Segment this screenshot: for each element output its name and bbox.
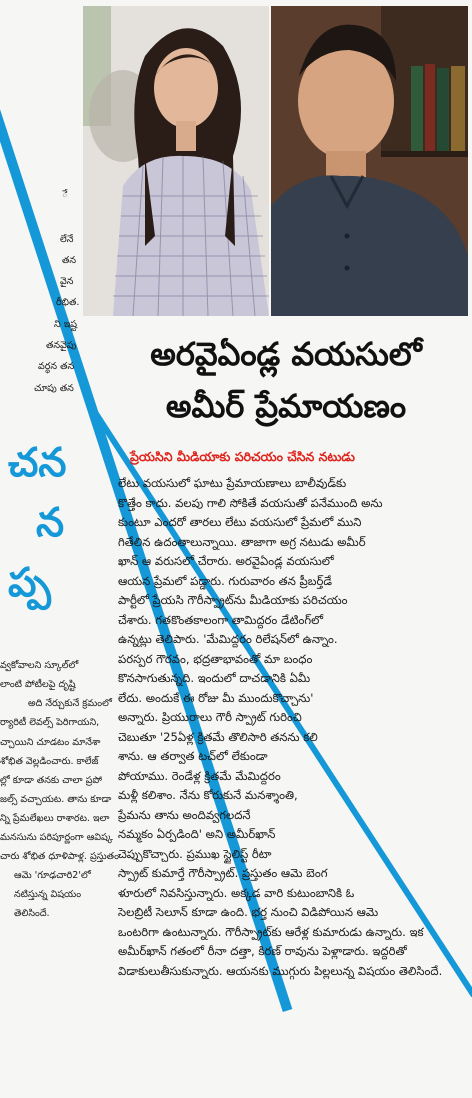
neighbour-text-fragment: ఆమె 'గూఢచారి2'లో <box>14 870 91 881</box>
neighbour-article-blue-headline <box>0 420 102 630</box>
neighbour-text-fragment: చూపు తన <box>34 383 74 394</box>
body-line: ఉన్నట్లు తెలిపారు. 'మేమిద్దరం రిలేషన్‌లో ఉన్నాం. <box>118 632 338 646</box>
body-line: శాను. ఆ తర్వాత టచ్‌లో లేకుండా <box>118 749 268 763</box>
neighbour-text-fragment: నటిస్తున్న విషయం <box>14 889 82 900</box>
neighbour-text-fragment: మనసును పరిపూర్ణంగా ఆవిష్క <box>0 832 113 843</box>
body-line: గితేలిన ఉదంతాలున్నాయి. తాజాగా అగ్ర నటుడు అమీర్ <box>118 534 366 549</box>
body-line: పరస్పర గౌరవం, భద్రతాభావంతో మా బంధం <box>118 651 313 666</box>
neighbour-text-fragment: చ్చాయిని చూడటం మానేశా <box>0 737 101 748</box>
headline-line-1: అరవైఏండ్ల వయసులో <box>150 335 422 373</box>
body-line: పోయాము. రెండేళ్ల క్రితమే మేమిద్దరం <box>118 768 281 783</box>
body-line: చెప్పుకొచ్చారు. ప్రముఖ స్టైలిస్ట్ రీటా <box>118 846 272 861</box>
photo-woman <box>83 6 269 316</box>
body-line: ఖాన్ ఆ వరుసలో చేరారు. అరవైఏండ్ల వయసులో <box>118 554 334 568</box>
neighbour-text-fragment: రీభిత. <box>56 297 80 308</box>
neighbour-text-fragment: లేనే <box>60 234 74 245</box>
neighbour-text-fragment: ే <box>62 189 68 200</box>
headline-line-2: అమీర్ ప్రేమాయణం <box>165 387 407 425</box>
neighbour-headline-fragment: చన <box>8 440 67 486</box>
body-line: కుంటూ ఎందరో తారలు లేటు వయసులో ప్రేమలో ముని <box>118 515 362 529</box>
neighbour-text-fragment: లాంటి పోటీలపై దృష్టి <box>0 679 76 690</box>
body-line: మళ్లీ కలిశాం. నేను కోరుకునే మనశ్శాంతి, <box>118 788 298 802</box>
body-line: ళూరులో నివసిస్తున్నారు. అక్కడ వారి కుటుంబానికి ఓ <box>118 885 355 900</box>
neighbour-article-top-text <box>0 0 82 430</box>
body-line: కొత్తేం కాదు. వలపు గాలి సోకితే వయసుతో పనేముంది అను <box>118 495 383 510</box>
body-line: అన్నారు. ప్రియురాలు గౌరీ స్ప్రాట్ గురించి <box>118 710 302 724</box>
body-line: లేదు. అందుకే ఈ రోజు మీ ముందుకొచ్చాను' <box>118 690 314 705</box>
neighbour-text-fragment: న్ని ప్రేమలేఖలు రాశారట. ఇలా <box>0 813 110 824</box>
neighbour-text-fragment: ని ఇష్ట <box>54 319 78 330</box>
neighbour-text-fragment: ర్యారిటీ లెవల్స్ పెరిగాయని, <box>0 717 100 728</box>
body-line: లేటు వయసులో ఘాటు ప్రేమాయణాలు బాలీవుడ్‌కు <box>118 476 347 490</box>
neighbour-headline-fragment: న <box>36 500 65 546</box>
neighbour-text-fragment: వ్వకోవాలని స్కూల్‌లో <box>0 660 79 671</box>
body-line: కొనసాగుతున్నది. ఇందులో దాచడానికి ఏమీ <box>118 671 311 685</box>
article-body <box>118 474 468 981</box>
body-line: పార్టీలో ప్రేయసి గౌరీస్ప్రాట్‌ను మీడియాకు పరిచయం <box>118 593 348 607</box>
body-line: విడాకులుతీసుకున్నారు. ఆయనకు ముగ్గురు పిల్లలున్న విషయం తెలిసిందే. <box>118 963 443 978</box>
body-line: ఒంటరిగా ఉంటున్నారు. గౌరీస్ప్రాట్‌కు ఆరేళ్ల కుమారుడు ఉన్నారు. ఇక <box>118 924 424 939</box>
body-line: సెలబ్రిటీ సెలూన్ కూడా ఉంది. భర్త నుంచి విడిపోయిన ఆమె <box>118 905 379 919</box>
article-subheadline: ప్రేయసిని మీడియాకు పరిచయం చేసిన నటుడు <box>130 449 356 464</box>
neighbour-text-fragment: అది నేర్చుకునే క్రమంలో <box>28 698 112 709</box>
neighbour-text-fragment: చారు శోభిత ధూళిపాళ్ల. ప్రస్తుతం <box>0 851 119 862</box>
neighbour-headline-fragment: ప్ప <box>8 560 51 606</box>
body-line: అమీర్‌ఖాన్ గతంలో రీనా దత్తా, కిరణ్ రావును పెళ్లాడారు. ఇద్దరితో <box>118 944 407 958</box>
neighbour-text-fragment: ల్లో కూడా తనకు చాలా ప్రపో <box>0 775 103 786</box>
article-headline <box>100 328 472 432</box>
neighbour-text-fragment: శోభిత వెల్లడించారు. కాలేజ్ <box>0 756 99 767</box>
body-line: స్ప్రాట్ కుమార్తే గౌరీస్ప్రాట్. ప్రస్తుతం ఆమె బెంగ <box>118 866 328 880</box>
photo-man <box>271 6 468 316</box>
neighbour-text-fragment: జల్స్ వచ్చాయట. తాను కూడా <box>0 794 112 805</box>
neighbour-text-fragment: తన <box>62 255 77 266</box>
neighbour-text-fragment: తెలిసిందే. <box>14 908 50 919</box>
body-line: ఆయన ప్రేమలో పడ్డారు. గురువారం తన ప్రీబర్త్‌డే <box>118 573 332 588</box>
neighbour-text-fragment: వర్ధన తన <box>38 361 75 372</box>
body-line: నమ్మకం ఏర్పడింది' అని అమీర్‌ఖాన్ <box>118 827 276 841</box>
neighbour-text-fragment: వైన <box>60 276 74 287</box>
body-line: చెబుతూ '25ఏళ్ల క్రితమే తొలిసారి తనను కలి <box>118 729 318 744</box>
body-line: చేశారు. గతకొంతకాలంగా తామిద్దరం డేటింగ్‌లో <box>118 612 324 627</box>
body-line: ప్రేమను తాను అందివ్వగలదనే <box>118 807 251 822</box>
neighbour-text-fragment: తనవైపు <box>46 340 77 351</box>
